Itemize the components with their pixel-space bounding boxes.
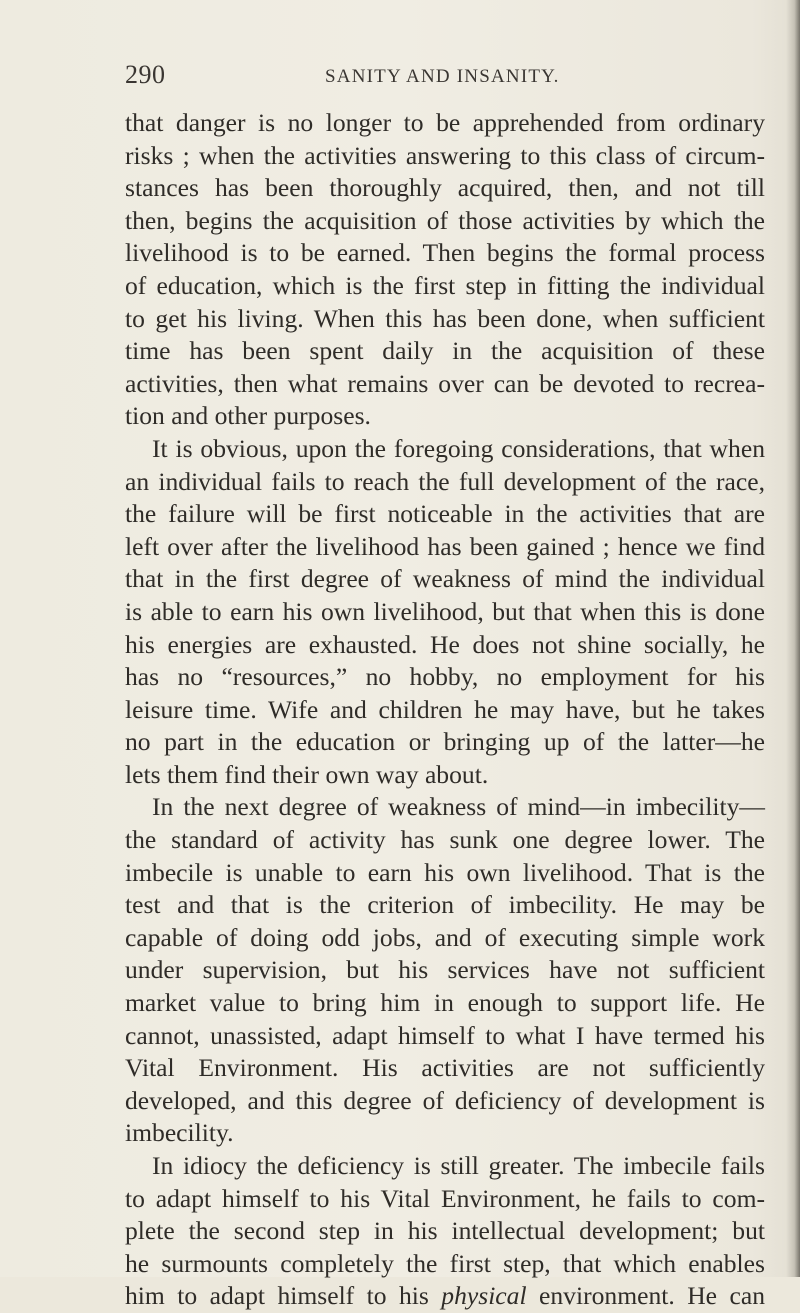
text-line: imbecility. [125,1118,234,1148]
text-line: time has been spent daily in the acquisition of these [125,336,765,366]
text-fragment: him to adapt himself to his [125,1281,442,1311]
text-line: the failure will be first noticeable in the activities that are [125,499,765,529]
text-line: Vital Environment. His activities are not sufficiently [125,1053,765,1083]
text-line: In idiocy the deficiency is still greater. The imbecile fails [152,1151,765,1180]
text-line: of education, which is the first step in fitting the individual [125,270,765,300]
text-line: tion and other purposes. [125,401,371,431]
text-line: leisure time. Wife and children he may have, but he takes [125,694,765,724]
text-line: left over after the livelihood has been gained ; hence we find [125,531,765,561]
text-line: is able to earn his own livelihood, but that when this is done [125,596,765,626]
text-line: lets them find their own way about. [125,759,489,789]
text-line: capable of doing odd jobs, and of executing simple work [125,922,765,952]
text-line: that in the first degree of weakness of mind the individual [125,564,765,594]
text-line: market value to bring him in enough to support life. He [125,988,765,1018]
text-line: In the next degree of weakness of mind—in imbecility— [152,792,765,822]
text-line: activities, then what remains over can be devoted to recrea- [125,368,765,398]
italic-word: physical [441,1281,527,1311]
page-number: 290 [125,60,166,89]
page-header [125,60,740,90]
body-text [125,107,765,1313]
text-line: under supervision, but his services have not sufficient [125,955,765,985]
text-line: developed, and this degree of deficiency of development is [125,1085,765,1115]
text-line: cannot, unassisted, adapt himself to what I have termed his [125,1020,765,1050]
text-fragment: environment. He can [526,1281,765,1311]
page-edge-shadow [786,0,800,1277]
text-line-final [125,1280,765,1313]
text-line: the standard of activity has sunk one degree lower. The [125,825,765,855]
text-line: an individual fails to reach the full development of the race, [125,466,765,496]
text-line: It is obvious, upon the foregoing considerations, that when [152,433,765,463]
running-head: SANITY AND INSANITY. [325,66,560,87]
text-line: he surmounts completely the first step, that which enables [125,1248,765,1278]
text-line: has no “resources,” no hobby, no employment for his [125,662,765,692]
text-line: stances has been thoroughly acquired, then, and not till [125,173,765,203]
text-line: test and that is the criterion of imbecility. He may be [125,890,765,920]
text-line: to adapt himself to his Vital Environment, he fails to com- [125,1183,765,1213]
text-line: to get his living. When this has been done, when sufficient [125,303,765,333]
text-line: risks ; when the activities answering to this class of circum- [125,140,765,170]
text-line: no part in the education or bringing up of the latter—he [125,727,765,757]
text-line: imbecile is unable to earn his own livelihood. That is the [125,857,765,887]
text-line: livelihood is to be earned. Then begins the formal process [125,238,765,268]
text-line: his energies are exhausted. He does not shine socially, he [125,629,765,659]
text-line: that danger is no longer to be apprehended from ordinary [125,108,765,137]
text-line: plete the second step in his intellectual development; but [125,1216,765,1246]
text-line: then, begins the acquisition of those activities by which the [125,205,765,235]
